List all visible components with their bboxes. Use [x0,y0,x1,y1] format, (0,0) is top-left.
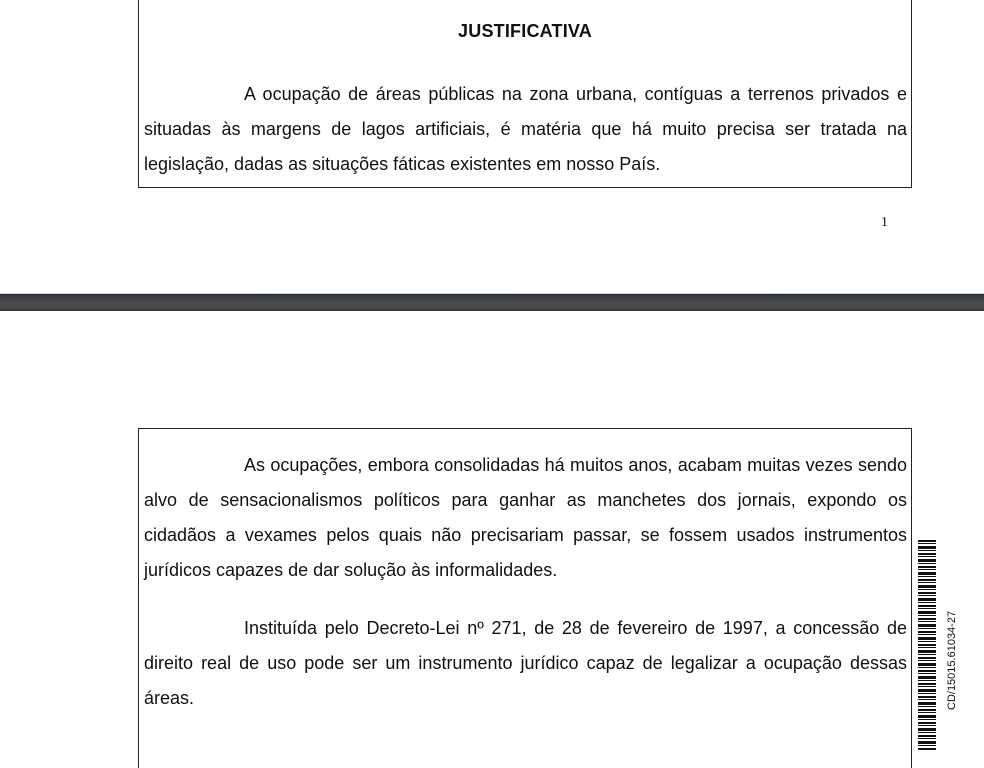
text-frame [138,0,912,188]
text-frame [138,428,912,768]
paragraph: As ocupações, embora consolidadas há muitos anos, acabam muitas vezes sendo alvo de sensacionalismos políticos para ganhar as manchetes dos jornais, expondo os cidadãos a vexames pelos quais não precisariam passar, se fossem usados instrumentos jurídicos capazes de dar solução às informalidades. [144,455,907,580]
document-page-2 [0,311,984,750]
barcode-code: CD/15015.61034-27 [946,610,958,710]
section-heading: JUSTIFICATIVA [458,21,592,41]
barcode-icon [918,540,936,750]
paragraph: A ocupação de áreas públicas na zona urbana, contíguas a terrenos privados e situadas às margens de lagos artificiais, é matéria que há muito precisa ser tratada na legislação, dadas as situações fáticas existentes em nosso País. [144,84,907,174]
paragraph: Instituída pelo Decreto-Lei nº 271, de 28 de fevereiro de 1997, a concessão de direito real de uso pode ser um instrumento jurídico capaz de legalizar a ocupação dessas áreas. [144,618,907,708]
page-separator [0,293,984,311]
document-page-1 [0,0,984,293]
page-number: 1 [881,215,888,230]
